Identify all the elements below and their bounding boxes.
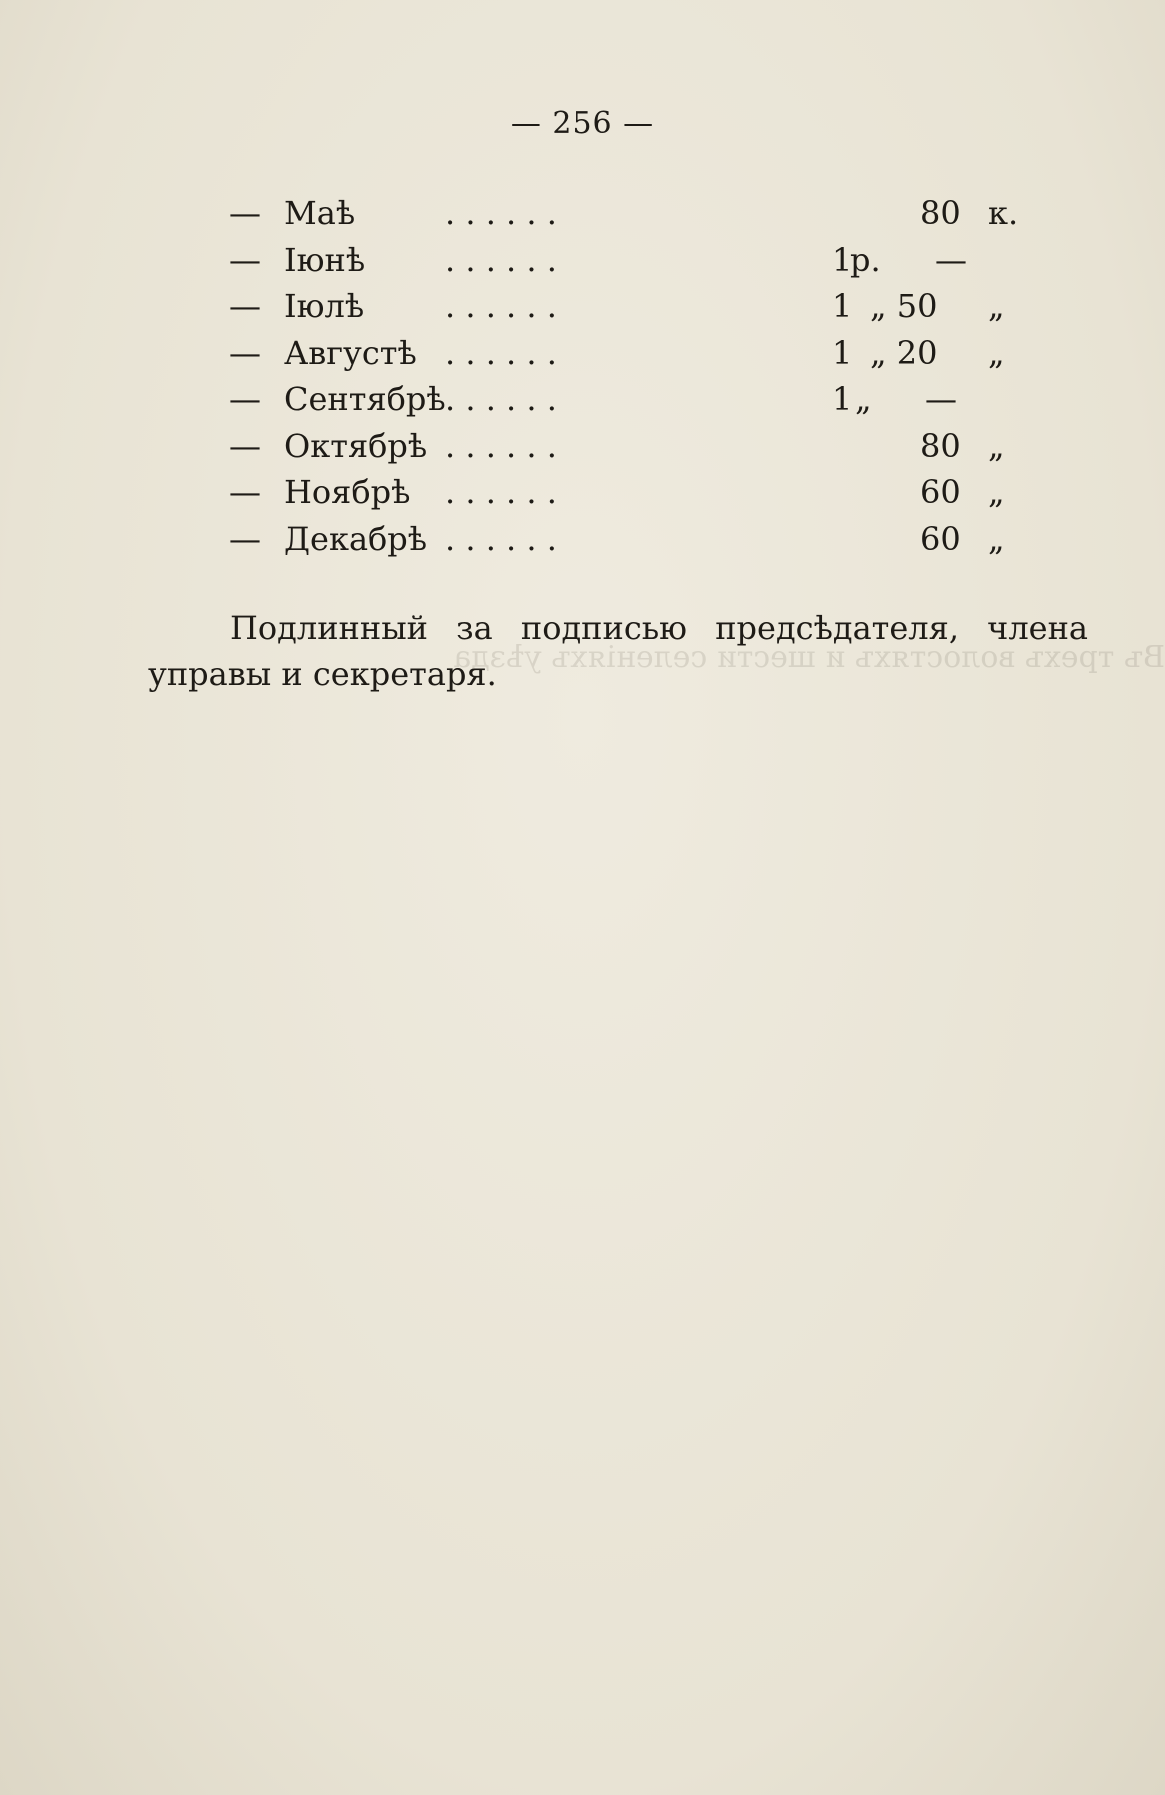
row-unit: „	[988, 333, 1005, 372]
row-month: Маѣ	[284, 194, 356, 232]
row-month: Сентябрѣ	[284, 380, 446, 418]
row-amount: 80	[920, 426, 961, 465]
row-rubles: 1	[832, 240, 853, 279]
row-amount: 80	[920, 194, 961, 232]
row-month: Іюнѣ	[284, 240, 366, 279]
row-amount: р.	[850, 240, 881, 279]
row-dash: —	[229, 287, 261, 325]
row-unit: к.	[988, 194, 1019, 232]
row-unit: „	[988, 426, 1005, 465]
signature-note: Подлинный за подписью предсѣдателя, члена управы и секретаря.	[148, 609, 1088, 693]
row-month: Октябрѣ	[284, 426, 428, 465]
row-month: Декабрѣ	[284, 519, 428, 558]
row-unit: —	[935, 240, 967, 279]
row-amount: 60	[920, 473, 961, 511]
row-dash: —	[229, 380, 261, 418]
row-month: Іюлѣ	[284, 287, 365, 325]
row-rubles: 1	[832, 380, 853, 418]
row-unit: „	[988, 473, 1005, 511]
schedule-row	[0, 190, 1165, 237]
row-leader-dots: . . . . . .	[445, 473, 557, 511]
row-amount: „	[855, 380, 872, 418]
schedule-row	[0, 237, 1165, 284]
row-dash: —	[229, 240, 261, 279]
row-dash: —	[229, 473, 261, 511]
row-unit: —	[925, 380, 957, 418]
schedule-row	[0, 423, 1165, 470]
row-leader-dots: . . . . . .	[445, 380, 557, 418]
row-leader-dots: . . . . . .	[445, 333, 557, 372]
schedule-row	[0, 283, 1165, 330]
page-number: — 256 —	[510, 106, 655, 141]
price-schedule	[0, 190, 1165, 562]
schedule-row	[0, 330, 1165, 377]
show-through-text: Въ трехъ волостяхъ и шести селеніяхъ уѣзда	[453, 640, 1165, 675]
row-unit: „	[988, 287, 1005, 325]
row-dash: —	[229, 333, 261, 372]
row-unit: „	[988, 519, 1005, 558]
row-leader-dots: . . . . . .	[445, 194, 557, 232]
row-amount: „ 20	[870, 333, 938, 372]
row-month: Августѣ	[284, 333, 417, 372]
row-amount: 60	[920, 519, 961, 558]
row-amount: „ 50	[870, 287, 938, 325]
row-dash: —	[229, 426, 261, 465]
row-dash: —	[229, 194, 261, 232]
row-leader-dots: . . . . . .	[445, 287, 557, 325]
row-leader-dots: . . . . . .	[445, 240, 557, 279]
schedule-row	[0, 516, 1165, 563]
row-rubles: 1	[832, 287, 853, 325]
row-leader-dots: . . . . . .	[445, 426, 557, 465]
row-dash: —	[229, 519, 261, 558]
schedule-row	[0, 469, 1165, 516]
schedule-row	[0, 376, 1165, 423]
row-rubles: 1	[832, 333, 853, 372]
row-leader-dots: . . . . . .	[445, 519, 557, 558]
row-month: Ноябрѣ	[284, 473, 411, 511]
